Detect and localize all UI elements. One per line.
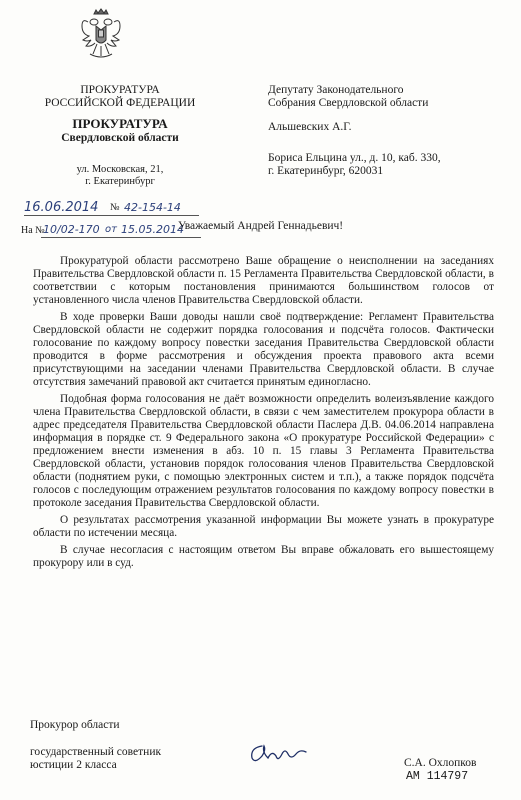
signatory-name: С.А. Охлопков (404, 757, 477, 769)
recipient-line-1: Депутату Законодательного (268, 84, 404, 96)
registration-number-prefix: № (110, 202, 120, 213)
org-line-2: РОССИЙСКОЙ ФЕДЕРАЦИИ (44, 97, 196, 109)
reference-from: от (105, 224, 117, 235)
handwritten-signature (248, 738, 310, 768)
body-paragraph-2: В ходе проверки Ваши доводы нашли своё подтверждение: Регламент Правительства Свердловской области не содержит порядка голосования и подсчёта голосов. Фактически голосование по каждому вопросу повестки заседания Правительства Свердловской области проводится в форме рассмотрения и обсуждения проекта правового акта всеми присутствующими на заседании членами Правительства Свердловской области. В случае отсутствия замечаний правовой акт считается принятым единогласно. (33, 311, 494, 388)
reference-number: 10/02-170 (43, 223, 100, 236)
body-paragraph-1: Прокуратурой области рассмотрено Ваше обращение о неисполнении на заседаниях Правительства Свердловской области п. 15 Регламента Правительства Свердловской области, в соответствии с которым постановления принимаются большинством голосов от установленного числа членов Правительства Свердловской области. (33, 255, 494, 306)
org-line-1: ПРОКУРАТУРА (80, 84, 160, 96)
signatory-rank-line-2: юстиции 2 класса (30, 759, 117, 771)
reference-underline (41, 237, 201, 238)
org-region: Свердловской области (61, 132, 179, 144)
registration-number: 42-154-14 (124, 201, 181, 214)
recipient-name: Альшевских А.Г. (268, 121, 352, 133)
org-title: ПРОКУРАТУРА (72, 116, 168, 131)
document-serial-number: АМ 114797 (406, 770, 469, 783)
sender-address-line-2: г. Екатеринбург (85, 176, 155, 187)
reference-prefix: На № (21, 225, 45, 236)
reference-date: 15.05.2014 (121, 223, 184, 236)
signatory-position: Прокурор области (30, 719, 120, 731)
signatory-rank-line-1: государственный советник (30, 746, 162, 758)
recipient-address-line-1: Бориса Ельцина ул., д. 10, каб. 330, (268, 152, 441, 164)
double-headed-eagle-emblem-icon (80, 8, 122, 60)
sender-address-line-1: ул. Московская, 21, (76, 164, 164, 175)
registration-underline (24, 215, 199, 216)
body-paragraph-5: В случае несогласия с настоящим ответом Вы вправе обжаловать его вышестоящему прокурору или в суд. (33, 544, 494, 569)
registration-date: 16.06.2014 (24, 200, 99, 215)
body-paragraph-3: Подобная форма голосования не даёт возможности определить волеизъявление каждого члена Правительства Свердловской области, в связи с чем заместителем прокурора области в адрес председателя Правительства Свердловской области Паслера Д.В. 04.06.2014 направлена информация в порядке ст. 9 Федерального закона «О прокуратуре Российской Федерации» с предложением внести изменения в абз. 10 п. 15 главы 3 Регламента Правительства Свердловской области, установив порядок голосования членов Правительства Свердловской области (поднятием руки, с помощью электронных систем и т.п.), а также порядок подсчёта голосов с последующим отражением результатов голосования по каждому вопросу повестки в протоколе заседания Правительства Свердловской области. (33, 393, 494, 509)
body-paragraph-4: О результатах рассмотрения указанной информации Вы можете узнать в прокуратуре области по истечении месяца. (33, 514, 494, 539)
recipient-address-line-2: г. Екатеринбург, 620031 (268, 165, 384, 177)
greeting: Уважаемый Андрей Геннадьевич! (177, 220, 344, 232)
recipient-line-2: Собрания Свердловской области (268, 97, 429, 109)
letter-body (33, 255, 494, 574)
